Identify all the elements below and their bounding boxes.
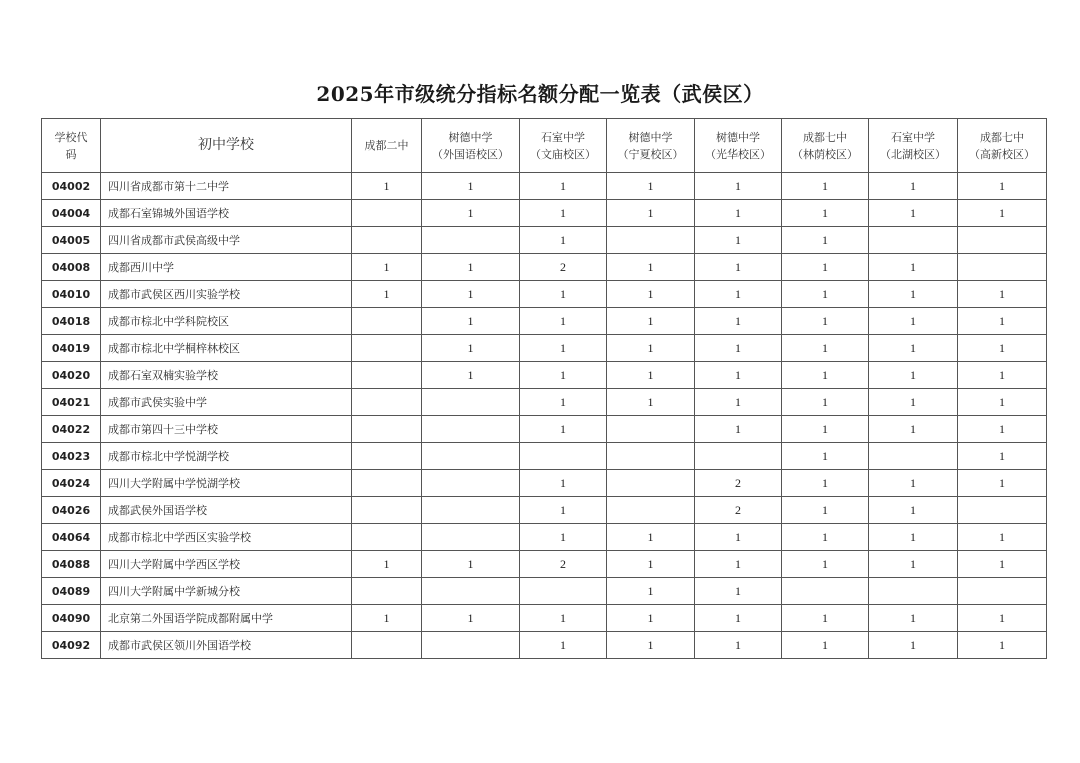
- school-name-cell: 四川大学附属中学悦湖学校: [101, 470, 352, 497]
- quota-cell: [695, 443, 782, 470]
- header-column-campus: （外国语校区）: [432, 147, 509, 161]
- table-row: [42, 227, 1047, 254]
- header-column-name: 树德中学: [716, 130, 760, 144]
- quota-cell: 1: [695, 389, 782, 416]
- quota-cell: 1: [782, 524, 869, 551]
- quota-cell: 1: [422, 551, 520, 578]
- quota-cell: 1: [782, 200, 869, 227]
- page-title: 2025年市级统分指标名额分配一览表（武侯区）: [316, 82, 764, 106]
- quota-cell: 1: [958, 416, 1047, 443]
- school-name-cell: 成都市棕北中学桐梓林校区: [101, 335, 352, 362]
- table-row: [42, 497, 1047, 524]
- quota-cell: [520, 578, 607, 605]
- quota-cell: 1: [520, 200, 607, 227]
- quota-cell: [869, 443, 958, 470]
- quota-cell: [422, 416, 520, 443]
- quota-cell: [422, 497, 520, 524]
- quota-cell: 1: [695, 200, 782, 227]
- quota-cell: 1: [607, 281, 695, 308]
- school-name-cell: 成都武侯外国语学校: [101, 497, 352, 524]
- school-code-cell: 04089: [42, 578, 101, 605]
- quota-cell: [607, 227, 695, 254]
- table-row: [42, 470, 1047, 497]
- quota-cell: [422, 524, 520, 551]
- table-row: [42, 443, 1047, 470]
- school-name-cell: 成都石室双楠实验学校: [101, 362, 352, 389]
- table-row: [42, 173, 1047, 200]
- quota-cell: 1: [869, 389, 958, 416]
- quota-cell: 1: [869, 173, 958, 200]
- table-row: [42, 389, 1047, 416]
- quota-cell: 1: [520, 524, 607, 551]
- school-code-cell: 04018: [42, 308, 101, 335]
- header-school: 初中学校: [101, 119, 352, 173]
- quota-cell: 1: [352, 254, 422, 281]
- quota-cell: [607, 470, 695, 497]
- quota-cell: 1: [422, 173, 520, 200]
- school-code-cell: 04002: [42, 173, 101, 200]
- quota-cell: 1: [782, 551, 869, 578]
- quota-cell: [352, 362, 422, 389]
- quota-cell: 1: [520, 470, 607, 497]
- header-column-campus: （林荫校区）: [792, 147, 858, 161]
- quota-cell: 1: [958, 551, 1047, 578]
- quota-cell: 1: [422, 281, 520, 308]
- quota-cell: 1: [869, 524, 958, 551]
- quota-cell: 1: [422, 335, 520, 362]
- quota-cell: 1: [782, 632, 869, 659]
- header-column: [520, 119, 607, 173]
- quota-cell: 1: [869, 308, 958, 335]
- quota-cell: 1: [958, 632, 1047, 659]
- header-column-campus: （宁夏校区）: [617, 147, 684, 161]
- quota-cell: [422, 470, 520, 497]
- quota-cell: [352, 578, 422, 605]
- quota-cell: 1: [695, 578, 782, 605]
- quota-cell: 1: [869, 254, 958, 281]
- quota-cell: 1: [695, 335, 782, 362]
- school-name-cell: 成都市棕北中学科院校区: [101, 308, 352, 335]
- quota-cell: 1: [352, 173, 422, 200]
- quota-cell: [422, 227, 520, 254]
- quota-cell: 1: [695, 551, 782, 578]
- quota-cell: 1: [695, 416, 782, 443]
- allocation-table: [41, 118, 1047, 659]
- quota-cell: [352, 308, 422, 335]
- quota-cell: 1: [782, 335, 869, 362]
- quota-cell: 1: [869, 470, 958, 497]
- quota-cell: [869, 578, 958, 605]
- quota-cell: 1: [782, 308, 869, 335]
- table-row: [42, 551, 1047, 578]
- quota-cell: 1: [607, 173, 695, 200]
- quota-cell: 1: [422, 362, 520, 389]
- quota-cell: 1: [869, 497, 958, 524]
- quota-cell: [958, 578, 1047, 605]
- header-column-name: 成都七中: [803, 130, 847, 144]
- school-name-cell: 成都市棕北中学悦湖学校: [101, 443, 352, 470]
- school-code-cell: 04010: [42, 281, 101, 308]
- quota-cell: 1: [958, 389, 1047, 416]
- quota-cell: [352, 443, 422, 470]
- quota-cell: [352, 524, 422, 551]
- quota-cell: 1: [422, 308, 520, 335]
- school-code-cell: 04004: [42, 200, 101, 227]
- header-column-name: 成都二中: [364, 139, 409, 152]
- quota-cell: 1: [782, 173, 869, 200]
- quota-cell: 1: [607, 605, 695, 632]
- school-name-cell: 四川大学附属中学新城分校: [101, 578, 352, 605]
- quota-cell: 1: [520, 308, 607, 335]
- quota-cell: 1: [869, 362, 958, 389]
- quota-cell: 1: [352, 605, 422, 632]
- school-code-cell: 04008: [42, 254, 101, 281]
- quota-cell: [607, 416, 695, 443]
- table-row: [42, 200, 1047, 227]
- quota-cell: 1: [869, 551, 958, 578]
- quota-cell: 1: [782, 389, 869, 416]
- table-row: [42, 605, 1047, 632]
- quota-cell: 1: [958, 443, 1047, 470]
- quota-cell: 1: [782, 362, 869, 389]
- quota-cell: [782, 578, 869, 605]
- quota-cell: 1: [695, 524, 782, 551]
- quota-cell: 1: [695, 632, 782, 659]
- table-row: [42, 335, 1047, 362]
- header-column: [695, 119, 782, 173]
- header-code: [42, 119, 101, 173]
- quota-cell: 1: [520, 227, 607, 254]
- table-row: [42, 308, 1047, 335]
- quota-cell: 1: [958, 173, 1047, 200]
- quota-cell: 1: [958, 335, 1047, 362]
- quota-cell: 1: [422, 254, 520, 281]
- school-code-cell: 04064: [42, 524, 101, 551]
- school-code-cell: 04021: [42, 389, 101, 416]
- quota-cell: 1: [607, 335, 695, 362]
- quota-cell: 1: [782, 281, 869, 308]
- quota-cell: 1: [607, 254, 695, 281]
- school-code-cell: 04005: [42, 227, 101, 254]
- quota-cell: 1: [958, 470, 1047, 497]
- header-column: [869, 119, 958, 173]
- quota-cell: 1: [352, 551, 422, 578]
- table-body: [42, 173, 1047, 659]
- header-column-name: 石室中学: [891, 130, 935, 144]
- header-column-campus: （高新校区）: [969, 147, 1035, 161]
- quota-cell: 1: [958, 362, 1047, 389]
- school-name-cell: 四川省成都市第十二中学: [101, 173, 352, 200]
- table-row: [42, 578, 1047, 605]
- school-name-cell: 北京第二外国语学院成都附属中学: [101, 605, 352, 632]
- quota-cell: 1: [607, 578, 695, 605]
- quota-cell: 1: [607, 389, 695, 416]
- school-name-cell: 成都市棕北中学西区实验学校: [101, 524, 352, 551]
- quota-cell: 1: [958, 605, 1047, 632]
- quota-cell: 1: [958, 308, 1047, 335]
- quota-cell: 1: [869, 416, 958, 443]
- table-row: [42, 254, 1047, 281]
- school-name-cell: 成都市武侯实验中学: [101, 389, 352, 416]
- quota-cell: 1: [782, 605, 869, 632]
- quota-cell: 1: [520, 335, 607, 362]
- quota-cell: 1: [782, 497, 869, 524]
- quota-cell: [422, 443, 520, 470]
- school-name-cell: 四川省成都市武侯高级中学: [101, 227, 352, 254]
- school-name-cell: 成都石室锦城外国语学校: [101, 200, 352, 227]
- header-column-name: 树德中学: [448, 130, 493, 144]
- quota-cell: [958, 497, 1047, 524]
- quota-cell: [352, 416, 422, 443]
- header-column-campus: （光华校区）: [705, 147, 771, 161]
- table-row: [42, 524, 1047, 551]
- quota-cell: 1: [607, 524, 695, 551]
- quota-cell: [352, 470, 422, 497]
- quota-cell: 1: [695, 254, 782, 281]
- quota-cell: 1: [607, 362, 695, 389]
- quota-cell: 1: [607, 308, 695, 335]
- quota-cell: [352, 497, 422, 524]
- quota-cell: 1: [869, 632, 958, 659]
- quota-cell: 1: [520, 605, 607, 632]
- quota-cell: [607, 443, 695, 470]
- quota-cell: 1: [869, 335, 958, 362]
- header-column: [958, 119, 1047, 173]
- quota-cell: 1: [695, 281, 782, 308]
- quota-cell: 1: [607, 632, 695, 659]
- school-code-cell: 04020: [42, 362, 101, 389]
- quota-cell: [958, 254, 1047, 281]
- table-row: [42, 281, 1047, 308]
- header-column-campus: （文庙校区）: [530, 147, 596, 161]
- quota-cell: [958, 227, 1047, 254]
- quota-cell: 1: [607, 200, 695, 227]
- quota-cell: [607, 497, 695, 524]
- quota-cell: 1: [520, 281, 607, 308]
- quota-cell: [520, 443, 607, 470]
- quota-cell: [422, 632, 520, 659]
- quota-cell: 1: [695, 173, 782, 200]
- quota-cell: 1: [695, 362, 782, 389]
- quota-cell: 1: [422, 200, 520, 227]
- quota-cell: 2: [520, 254, 607, 281]
- school-code-cell: 04088: [42, 551, 101, 578]
- quota-cell: 1: [695, 605, 782, 632]
- quota-cell: 1: [782, 416, 869, 443]
- school-code-cell: 04019: [42, 335, 101, 362]
- header-code-line: 学校代: [54, 130, 88, 144]
- quota-cell: 1: [869, 200, 958, 227]
- header-column: [782, 119, 869, 173]
- table-row: [42, 632, 1047, 659]
- header-column-name: 成都七中: [980, 130, 1024, 144]
- quota-cell: [352, 632, 422, 659]
- quota-cell: 1: [782, 443, 869, 470]
- quota-cell: 1: [520, 389, 607, 416]
- school-code-cell: 04092: [42, 632, 101, 659]
- header-column-name: 石室中学: [541, 130, 585, 144]
- school-name-cell: 成都市武侯区西川实验学校: [101, 281, 352, 308]
- quota-cell: 1: [958, 524, 1047, 551]
- quota-cell: [352, 200, 422, 227]
- quota-cell: 1: [520, 497, 607, 524]
- school-code-cell: 04024: [42, 470, 101, 497]
- quota-cell: 1: [352, 281, 422, 308]
- quota-cell: [352, 227, 422, 254]
- school-code-cell: 04090: [42, 605, 101, 632]
- quota-cell: 1: [695, 308, 782, 335]
- quota-cell: [422, 389, 520, 416]
- quota-cell: [352, 335, 422, 362]
- school-name-cell: 成都市第四十三中学校: [101, 416, 352, 443]
- header-code-line: 码: [65, 147, 77, 161]
- quota-cell: 1: [869, 281, 958, 308]
- school-name-cell: 成都市武侯区领川外国语学校: [101, 632, 352, 659]
- header-column: [607, 119, 695, 173]
- table-row: [42, 416, 1047, 443]
- school-name-cell: 成都西川中学: [101, 254, 352, 281]
- quota-cell: 1: [695, 227, 782, 254]
- quota-cell: 2: [695, 497, 782, 524]
- quota-cell: 1: [782, 254, 869, 281]
- header-column-campus: （北湖校区）: [880, 147, 946, 161]
- school-code-cell: 04023: [42, 443, 101, 470]
- quota-cell: 1: [607, 551, 695, 578]
- quota-cell: [422, 578, 520, 605]
- quota-cell: 1: [869, 605, 958, 632]
- quota-cell: 1: [520, 632, 607, 659]
- quota-cell: 1: [782, 227, 869, 254]
- quota-cell: 1: [520, 416, 607, 443]
- quota-cell: [869, 227, 958, 254]
- quota-cell: 1: [782, 470, 869, 497]
- header-column: [422, 119, 520, 173]
- school-code-cell: 04022: [42, 416, 101, 443]
- header-column-name: 树德中学: [628, 130, 673, 144]
- quota-cell: [352, 389, 422, 416]
- quota-cell: 1: [520, 362, 607, 389]
- header-column: [352, 119, 422, 173]
- quota-cell: 1: [520, 173, 607, 200]
- quota-cell: 1: [958, 200, 1047, 227]
- quota-cell: 2: [520, 551, 607, 578]
- table-row: [42, 362, 1047, 389]
- quota-cell: 2: [695, 470, 782, 497]
- quota-cell: 1: [958, 281, 1047, 308]
- header-row: [42, 119, 1047, 173]
- school-code-cell: 04026: [42, 497, 101, 524]
- school-name-cell: 四川大学附属中学西区学校: [101, 551, 352, 578]
- quota-cell: 1: [422, 605, 520, 632]
